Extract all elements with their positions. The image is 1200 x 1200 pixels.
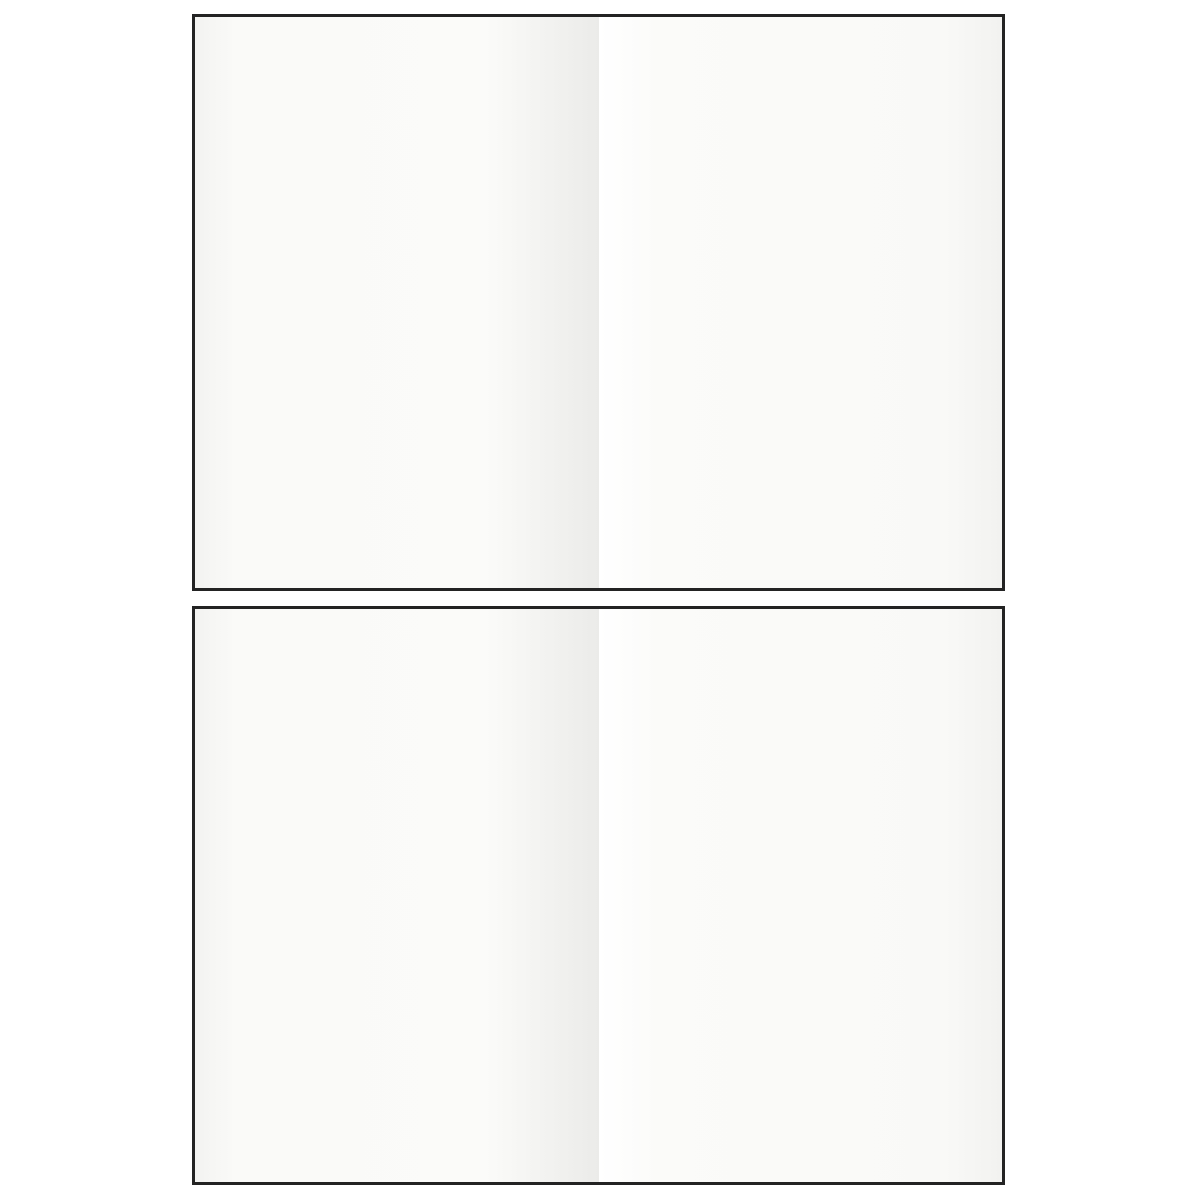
goals-page-right-content <box>1039 17 1200 588</box>
goals-spread <box>192 14 1005 591</box>
month-page-left <box>195 609 599 1182</box>
goals-page-left <box>195 17 599 588</box>
month-page-right <box>599 609 1003 1182</box>
month-spread <box>192 606 1005 1185</box>
goals-page-right <box>599 17 1003 588</box>
goals-page-left-content <box>235 17 558 588</box>
month-page-right-content <box>1039 609 1200 1182</box>
month-page-left-content <box>235 609 558 1182</box>
